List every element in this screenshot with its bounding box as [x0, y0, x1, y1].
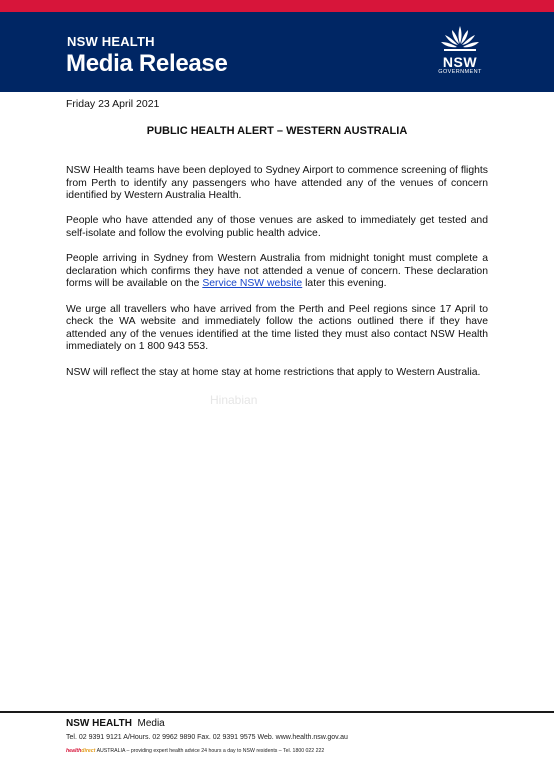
- footer-media: Media: [137, 718, 165, 729]
- release-title: PUBLIC HEALTH ALERT – WESTERN AUSTRALIA: [146, 125, 408, 137]
- healthdirect-line: [66, 748, 324, 754]
- paragraph-3: [66, 253, 488, 291]
- paragraph-4: We urge all travellers who have arrived from the Perth and Peel regions since 17 April to check the WA website and immediately follow the actions outlined there if they have attended any of the venues identified at the time listed they must also contact NSW Health immediately on 1 800 943 553.: [66, 303, 488, 353]
- watermark: Hinabian: [210, 393, 258, 407]
- paragraph-5: NSW will reflect the stay at home stay at home restrictions that apply to Western Australia.: [66, 366, 481, 378]
- nsw-government-logo: [433, 24, 487, 88]
- waratah-icon: [438, 24, 482, 54]
- footer-brand: [66, 718, 165, 729]
- paragraph-3-end: later this evening.: [302, 278, 387, 290]
- paragraph-3-start: People arriving in Sydney from Western Australia from midnight tonight must complete a declaration which confirms they have not attended a venue of concern. These declaration forms will be available on the: [66, 253, 488, 290]
- service-nsw-link[interactable]: Service NSW website: [202, 278, 303, 290]
- release-body: [66, 165, 488, 392]
- top-red-bar: [0, 0, 554, 12]
- footer-divider: [0, 711, 554, 713]
- healthdirect-logo-part1: health: [66, 748, 82, 754]
- paragraph-2: People who have attended any of those venues are asked to immediately get tested and self-isolate and follow the evolving public health advice.: [66, 215, 488, 239]
- release-date: Friday 23 April 2021: [66, 98, 160, 110]
- header-banner: [0, 12, 554, 92]
- healthdirect-text: AUSTRALIA – providing expert health advice 24 hours a day to NSW residents – Tel. 1800 022 222: [95, 748, 325, 754]
- logo-government-text: GOVERNMENT: [438, 69, 482, 75]
- footer-brand-name: NSW HEALTH: [66, 718, 132, 729]
- brand-name: NSW HEALTH: [67, 34, 155, 49]
- healthdirect-logo-part2: direct: [81, 748, 96, 754]
- footer-contacts: Tel. 02 9391 9121 A/Hours. 02 9962 9890 Fax. 02 9391 9575 Web. www.health.nsw.gov.au: [66, 734, 348, 741]
- media-release-heading: Media Release: [66, 50, 228, 77]
- logo-nsw-text: NSW: [442, 54, 478, 70]
- paragraph-1: NSW Health teams have been deployed to Sydney Airport to commence screening of flights from Perth to identify any passengers who have attended any of the venues of concern identified by Western Australia Health.: [66, 165, 488, 202]
